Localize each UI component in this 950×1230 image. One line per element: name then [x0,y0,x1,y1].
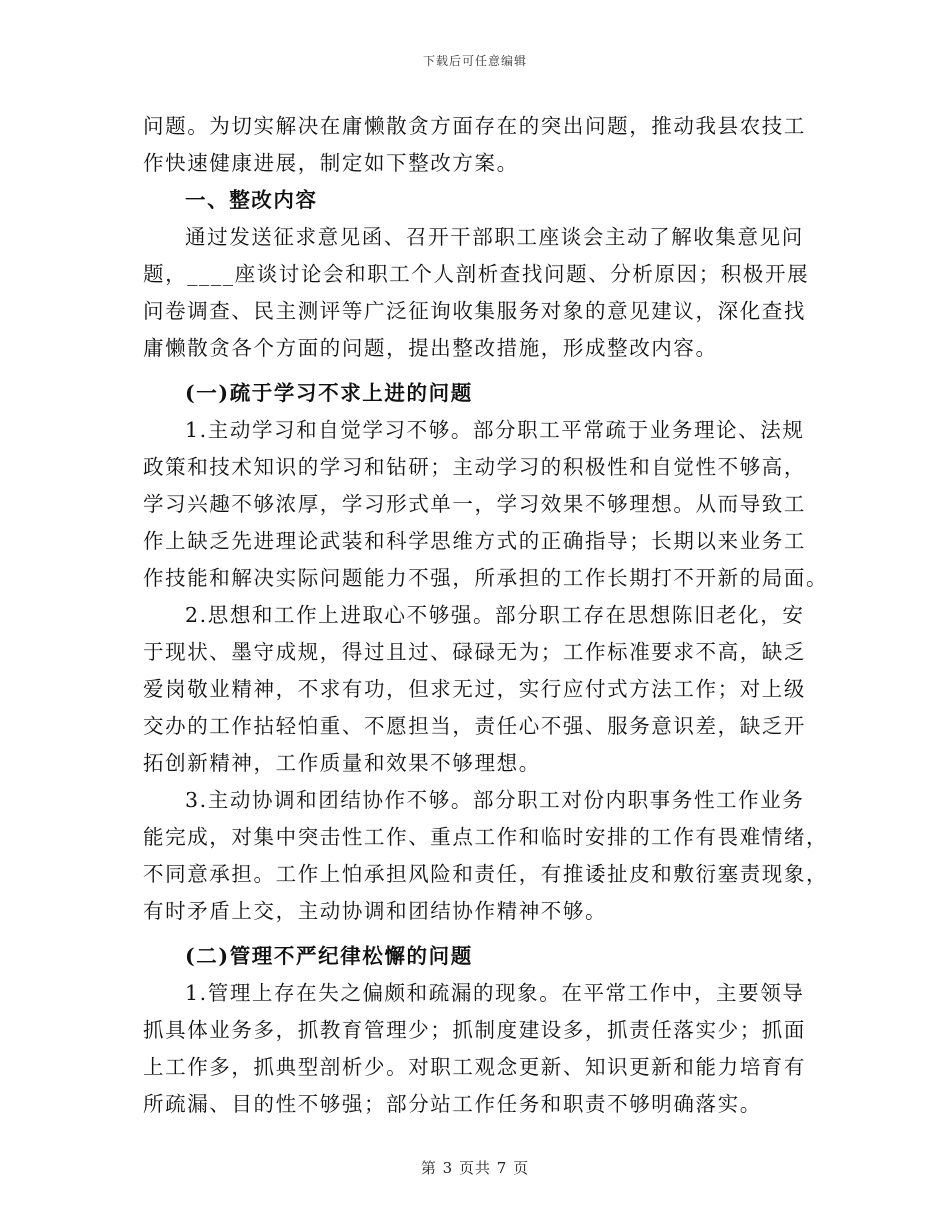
body-line: 所疏漏、目的性不够强；部分站工作任务和职责不够明确落实。 [143,1092,762,1116]
paragraph-first-line: 3.主动协调和团结协作不够。部分职工对份内职事务性工作业务 [185,788,805,812]
document-body [143,108,829,1123]
page-number-footer: 第 3 页共 7 页 [420,1159,530,1177]
body-line: 爱岗敬业精神，不求有功，但求无过，实行应付式方法工作；对上级 [143,677,806,701]
body-line: 有时矛盾上交，主动协调和团结协作精神不够。 [143,899,608,923]
section-heading: 一、整改内容 [185,188,318,212]
body-line: 抓具体业务多，抓教育管理少；抓制度建设多，抓责任落实少；抓面 [143,1018,806,1042]
page-header: 下载后可任意编辑 [422,54,527,68]
body-line: 庸懒散贪各个方面的问题，提出整改措施，形成整改内容。 [143,336,718,360]
body-line: 交办的工作拈轻怕重、不愿担当，责任心不强、服务意识差，缺乏开 [143,714,806,738]
body-line: 作技能和解决实际问题能力不强，所承担的工作长期打不开新的局面。 [143,566,829,590]
subsection-heading: (一)疏于学习不求上进的问题 [185,381,473,405]
body-line: 问题。为切实解决在庸懒散贪方面存在的突出问题，推动我县农技工 [143,114,806,138]
paragraph-first-line: 2.思想和工作上进取心不够强。部分职工存在思想陈旧老化，安 [185,603,805,627]
body-line: 不同意承担。工作上怕承担风险和责任，有推诿扯皮和敷衍塞责现象， [143,862,829,886]
paragraph-first-line: 1.管理上存在失之偏颇和疏漏的现象。在平常工作中，主要领导 [185,981,805,1005]
paragraph-first-line: 1.主动学习和自觉学习不够。部分职工平常疏于业务理论、法规 [185,418,805,442]
body-line: 作快速健康进展，制定如下整改方案。 [143,151,519,175]
body-line: 能完成，对集中突击性工作、重点工作和临时安排的工作有畏难情绪， [143,825,829,849]
body-line: 拓创新精神，工作质量和效果不够理想。 [143,751,541,775]
body-line: 上工作多，抓典型剖析少。对职工观念更新、知识更新和能力培育有 [143,1055,806,1079]
body-line: 题，____座谈讨论会和职工个人剖析查找问题、分析原因；积极开展 [143,262,810,286]
body-line: 于现状、墨守成规，得过且过、碌碌无为；工作标准要求不高，缺乏 [143,640,806,664]
body-line: 问卷调查、民主测评等广泛征询收集服务对象的意见建议，深化查找 [143,299,806,323]
body-line: 政策和技术知识的学习和钻研；主动学习的积极性和自觉性不够高， [143,455,806,479]
paragraph-first-line: 通过发送征求意见函、召开干部职工座谈会主动了解收集意见问 [185,225,804,249]
subsection-heading: (二)管理不严纪律松懈的问题 [185,944,473,968]
body-line: 作上缺乏先进理论武装和科学思维方式的正确指导；长期以来业务工 [143,529,806,553]
body-line: 学习兴趣不够浓厚，学习形式单一，学习效果不够理想。从而导致工 [143,492,806,516]
